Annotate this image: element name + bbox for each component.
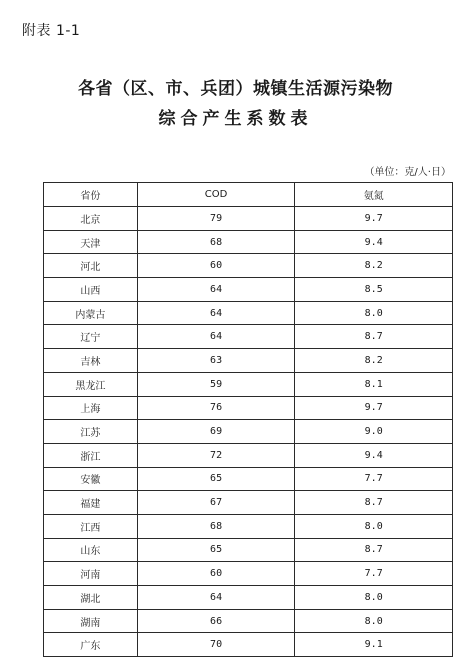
table-row: [44, 372, 453, 396]
province-cell: 福建: [44, 491, 138, 515]
province-cell: 江苏: [44, 420, 138, 444]
ammonia-nitrogen-cell: 8.0: [295, 301, 453, 325]
province-cell: 黑龙江: [44, 372, 138, 396]
table-row: [44, 301, 453, 325]
emission-coefficient-table: [43, 182, 453, 657]
table-row: [44, 420, 453, 444]
cod-cell: 67: [137, 491, 295, 515]
cod-cell: 63: [137, 349, 295, 373]
appendix-label: 附表 1-1: [22, 23, 81, 39]
table-row: [44, 609, 453, 633]
province-cell: 江西: [44, 514, 138, 538]
province-cell: 山东: [44, 538, 138, 562]
cod-cell: 64: [137, 586, 295, 610]
unit-note: （单位：克/人·日）: [364, 167, 451, 178]
province-cell: 山西: [44, 278, 138, 302]
cod-cell: 68: [137, 514, 295, 538]
ammonia-nitrogen-cell: 8.0: [295, 514, 453, 538]
column-header-ammonia-nitrogen: 氨氮: [295, 183, 453, 207]
table-row: [44, 633, 453, 657]
ammonia-nitrogen-cell: 8.2: [295, 254, 453, 278]
province-cell: 内蒙古: [44, 301, 138, 325]
document-title-line-2: 综合产生系数表: [158, 109, 313, 129]
province-cell: 吉林: [44, 349, 138, 373]
cod-cell: 79: [137, 207, 295, 231]
cod-cell: 65: [137, 467, 295, 491]
table-header: [44, 183, 453, 207]
province-cell: 上海: [44, 396, 138, 420]
province-cell: 天津: [44, 230, 138, 254]
table-row: [44, 325, 453, 349]
document-title-line-1: 各省（区、市、兵团）城镇生活源污染物: [78, 79, 393, 99]
cod-cell: 64: [137, 301, 295, 325]
table-row: [44, 207, 453, 231]
table-row: [44, 349, 453, 373]
table-row: [44, 586, 453, 610]
province-cell: 河北: [44, 254, 138, 278]
cod-cell: 60: [137, 562, 295, 586]
ammonia-nitrogen-cell: 9.4: [295, 230, 453, 254]
table-row: [44, 467, 453, 491]
ammonia-nitrogen-cell: 9.4: [295, 443, 453, 467]
ammonia-nitrogen-cell: 8.0: [295, 586, 453, 610]
ammonia-nitrogen-cell: 8.7: [295, 491, 453, 515]
cod-cell: 59: [137, 372, 295, 396]
cod-cell: 68: [137, 230, 295, 254]
cod-cell: 65: [137, 538, 295, 562]
table-row: [44, 230, 453, 254]
table-row: [44, 278, 453, 302]
cod-cell: 72: [137, 443, 295, 467]
table-header-row: [44, 183, 453, 207]
cod-cell: 70: [137, 633, 295, 657]
ammonia-nitrogen-cell: 8.1: [295, 372, 453, 396]
province-cell: 安徽: [44, 467, 138, 491]
table-row: [44, 562, 453, 586]
column-header-province: 省份: [44, 183, 138, 207]
ammonia-nitrogen-cell: 8.7: [295, 325, 453, 349]
table-row: [44, 538, 453, 562]
cod-cell: 69: [137, 420, 295, 444]
cod-cell: 64: [137, 325, 295, 349]
cod-cell: 66: [137, 609, 295, 633]
province-cell: 河南: [44, 562, 138, 586]
province-cell: 湖南: [44, 609, 138, 633]
ammonia-nitrogen-cell: 8.5: [295, 278, 453, 302]
province-cell: 广东: [44, 633, 138, 657]
ammonia-nitrogen-cell: 8.0: [295, 609, 453, 633]
ammonia-nitrogen-cell: 9.0: [295, 420, 453, 444]
table-row: [44, 491, 453, 515]
cod-cell: 60: [137, 254, 295, 278]
cod-cell: 76: [137, 396, 295, 420]
table-row: [44, 254, 453, 278]
ammonia-nitrogen-cell: 7.7: [295, 562, 453, 586]
ammonia-nitrogen-cell: 9.1: [295, 633, 453, 657]
table-row: [44, 396, 453, 420]
ammonia-nitrogen-cell: 8.7: [295, 538, 453, 562]
table-body: [44, 207, 453, 657]
table-row: [44, 443, 453, 467]
province-cell: 浙江: [44, 443, 138, 467]
column-header-cod: COD: [137, 183, 295, 207]
province-cell: 湖北: [44, 586, 138, 610]
table-row: [44, 514, 453, 538]
ammonia-nitrogen-cell: 9.7: [295, 396, 453, 420]
province-cell: 辽宁: [44, 325, 138, 349]
ammonia-nitrogen-cell: 9.7: [295, 207, 453, 231]
ammonia-nitrogen-cell: 7.7: [295, 467, 453, 491]
ammonia-nitrogen-cell: 8.2: [295, 349, 453, 373]
cod-cell: 64: [137, 278, 295, 302]
province-cell: 北京: [44, 207, 138, 231]
